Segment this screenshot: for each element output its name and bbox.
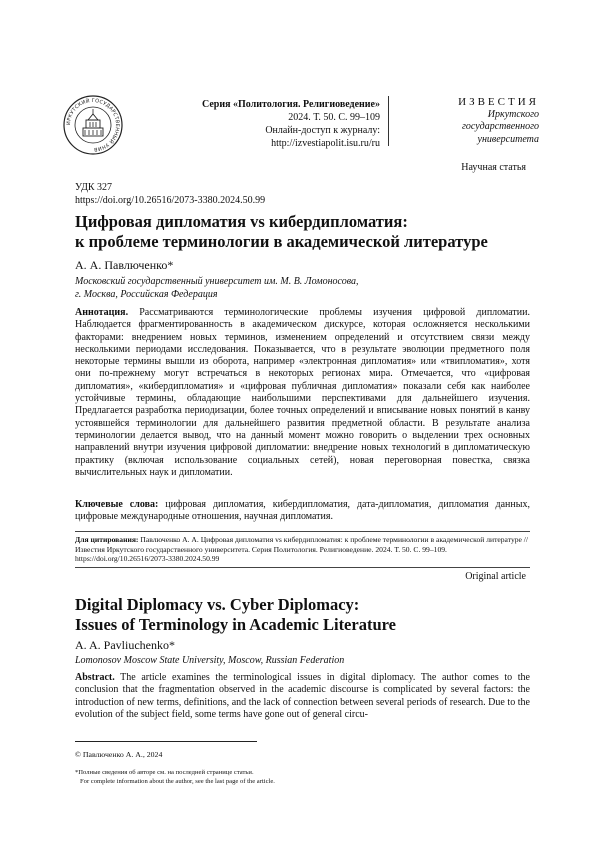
- abstract-ru-label: Аннотация.: [75, 307, 129, 318]
- keywords-ru-label: Ключевые слова:: [75, 499, 159, 510]
- citation-label: Для цитирования:: [75, 535, 139, 544]
- udk-code: УДК 327: [75, 182, 113, 193]
- journal-series-info: [140, 98, 380, 150]
- seal-lettering: ИРКУТСКИЙ ГОСУДАРСТВЕННЫЙ УНИВ: [65, 97, 121, 153]
- keywords-ru-text: цифровая дипломатия, кибердипломатия, дата-дипломатия, дипломатия данных, цифровые международные отношения, научная дипломатия.: [75, 499, 530, 523]
- doi-link[interactable]: https://doi.org/10.26516/2073-3380.2024.50.99: [75, 194, 266, 206]
- abstract-en: [75, 672, 530, 721]
- abstract-en-text: The article examines the terminological issues in digital diplomacy. The author comes to the conclusion that the fragmentation observed in the academic discourse is complicated by several factors: the introduction of new terms, definitions, and the lack of connection between several periods of research. Due to the evolution of the subject field, some terms have gone out of general circu-: [75, 672, 530, 720]
- journal-name-line1: Иркутского: [487, 108, 539, 120]
- citation-box: [75, 531, 530, 568]
- title-en-line1: Digital Diplomacy vs. Cyber Diplomacy:: [75, 595, 360, 614]
- affiliation-ru-line1: Московский государственный университет им. М. В. Ломоносова,: [75, 276, 359, 287]
- copyright-notice: © Павлюченко А. А., 2024: [75, 750, 163, 759]
- affiliation-ru-line2: г. Москва, Российская Федерация: [75, 288, 218, 300]
- footnote-ru: *Полные сведения об авторе см. на последней странице статьи.: [75, 769, 254, 776]
- abstract-ru-text: Рассматриваются терминологические проблемы изучения цифровой дипломатии. Наблюдается фрагментированность в академическом дискурсе, которая осложняется несколькими факторами: внедрением новых терминов, изменением определений и отсутствием связи между несколькими периодами исследования. Показывается, что в результате эволюции предметного поля некоторые термины вышли из оборота, например «электронная дипломатия» или «твипломатия», хотя они по-прежнему могут встречаться в некоторых регионах мира. Отмечается, что «цифровая дипломатия», «кибердипломатия» и «цифровая публичная дипломатия» показали себя как наиболее устойчивые термины, обладающие наибольшими перспективами для дальнейшего изучения. Предлагается разработка периодизации, более точных определений и вписывание новых понятий в канву устоявшейся терминологии для дальнейшего развития предметной области. В результате анализа терминологии делается вывод, что на данный момент можно говорить о выделении трех основных направлений внутри изучения цифровой дипломатии: внедрение новых технологий в дипломатическую практику (включая использование социальных сетей), новая переговорная повестка, связка вычислительных наук и дипломатии.: [75, 307, 530, 478]
- online-access-label: Онлайн-доступ к журналу:: [265, 125, 380, 136]
- citation-text: Павлюченко А. А. Цифровая дипломатия vs кибердипломатия: к проблеме терминологии в академической литературе // Известия Иркутского государственного университета. Серия Политология. Религиоведение. 2024. Т. 50. С. 99–109. https://doi.org/10.26516/2073-3380.2024.50.99: [75, 535, 529, 564]
- series-title: Серия «Политология. Религиоведение»: [201, 99, 380, 110]
- journal-name-line2: государственного: [461, 121, 539, 132]
- article-title-en: [75, 595, 530, 635]
- footnote-en: For complete information about the author, see the last page of the article.: [80, 778, 275, 785]
- affiliation-ru: [75, 276, 530, 301]
- article-type-en: Original article: [465, 571, 526, 582]
- abstract-ru: [75, 307, 530, 479]
- title-ru-line1: Цифровая дипломатия vs кибердипломатия:: [75, 212, 408, 231]
- article-title-ru: [75, 212, 530, 252]
- footnote-divider: [75, 741, 257, 742]
- university-seal-icon: [62, 94, 124, 156]
- author-en: A. A. Pavliuchenko*: [75, 638, 175, 652]
- abstract-en-label: Abstract.: [75, 672, 115, 683]
- article-type-ru: Научная статья: [461, 162, 526, 173]
- udk-doi: [75, 182, 265, 207]
- affiliation-en: Lomonosov Moscow State University, Moscow, Russian Federation: [75, 655, 345, 666]
- title-ru-line2: к проблеме терминологии в академической литературе: [75, 232, 488, 251]
- volume-pages: 2024. Т. 50. С. 99–109: [288, 112, 380, 123]
- journal-name-block: [388, 96, 539, 146]
- journal-url[interactable]: http://izvestiapolit.isu.ru/ru: [271, 138, 380, 149]
- journal-name: ИЗВЕСТИЯ: [458, 96, 539, 108]
- title-en-line2: Issues of Terminology in Academic Literature: [75, 615, 396, 634]
- journal-name-line3: университета: [477, 133, 539, 145]
- author-ru: А. А. Павлюченко*: [75, 258, 174, 272]
- keywords-ru: [75, 499, 530, 524]
